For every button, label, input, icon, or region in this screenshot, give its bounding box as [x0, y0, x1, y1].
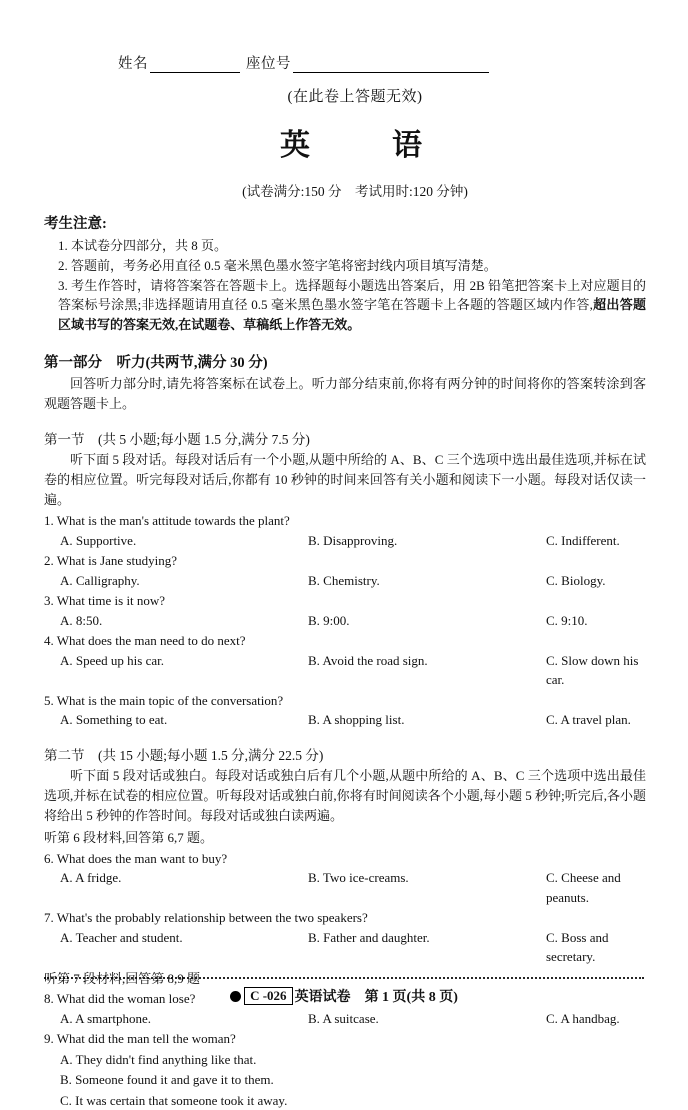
option-b[interactable]: B. Avoid the road sign.: [308, 652, 428, 668]
question-options: [44, 571, 646, 591]
brand-dot-icon: [230, 991, 241, 1002]
section-1-intro: 听下面 5 段对话。每段对话后有一个小题,从题中所给的 A、B、C 三个选项中选出最佳选项,并标在试卷的相应位置。听完每段对话后,你都有 10 秒钟的时间来回答有关小题和阅读下一小题。每段对话仅读一遍。: [44, 452, 646, 508]
option-a[interactable]: A. Calligraphy.: [60, 572, 140, 588]
option-c[interactable]: C. It was certain that someone took it away.: [60, 1092, 288, 1108]
question-stem: 7. What's the probably relationship between the two speakers?: [44, 910, 368, 926]
option-a[interactable]: A. Something to eat.: [60, 712, 168, 728]
answer-notice: (在此卷上答题无效): [287, 89, 423, 105]
option-a[interactable]: A. Teacher and student.: [60, 929, 183, 945]
note-item: [44, 276, 646, 335]
exam-page: [0, 52, 688, 1108]
question-stem: 2. What is Jane studying?: [44, 553, 177, 569]
page-footer: [0, 986, 688, 1006]
name-blank[interactable]: [150, 59, 240, 73]
option-a[interactable]: A. A smartphone.: [60, 1010, 151, 1026]
question-stem: 3. What time is it now?: [44, 593, 166, 609]
question-stem: 4. What does the man need to do next?: [44, 633, 246, 649]
option-b[interactable]: B. A suitcase.: [308, 1010, 379, 1026]
question-stem: 1. What is the man's attitude towards the plant?: [44, 513, 290, 529]
note-item-text: 3. 考生作答时，请将答案答在答题卡上。选择题每小题选出答案后，用 2B 铅笔把答案卡上对应题目的答案标号涂黑;非选择题请用直径 0.5 毫米黑色墨水签字笔在答题卡上各题的答题区域内作答,: [58, 277, 646, 313]
exam-content: [0, 212, 688, 1110]
note-item-bold-tail: 超出答题区域书写的答案无效,在试题卷、草稿纸上作答无效。: [58, 297, 646, 332]
option-a[interactable]: A. Speed up his car.: [60, 652, 164, 668]
question-options: [44, 651, 646, 690]
seat-blank[interactable]: [293, 59, 489, 73]
notes-title: 考生注意:: [44, 216, 107, 232]
question-options: [44, 611, 646, 631]
student-id-line: [0, 52, 688, 73]
question-stem: 6. What does the man want to buy?: [44, 850, 228, 866]
option-a[interactable]: A. A fridge.: [60, 870, 122, 886]
option-c[interactable]: C. Slow down his car.: [546, 652, 639, 688]
name-label: 姓名: [118, 56, 148, 72]
note-item: 2. 答题前，考务必用直径 0.5 毫米黑色墨水签字笔将密封线内项目填写清楚。: [58, 257, 497, 273]
exam-meta: (试卷满分:150 分 考试用时:120 分钟): [242, 184, 468, 199]
seat-label: 座位号: [246, 56, 291, 72]
question-options: [44, 531, 646, 551]
question-stem: 8. What did the woman lose?: [44, 991, 196, 1007]
part-1-intro: 回答听力部分时,请先将答案标在试卷上。听力部分结束前,你将有两分钟的时间将你的答案转涂到客观题答题卡上。: [44, 375, 646, 411]
notes-list: [44, 236, 646, 335]
question-stem: 9. What did the man tell the woman?: [44, 1031, 236, 1047]
option-a[interactable]: A. Supportive.: [60, 532, 137, 548]
option-b[interactable]: B. Disapproving.: [308, 532, 398, 548]
part-1-title: 第一部分 听力(共两节,满分 30 分): [44, 354, 268, 371]
option-c[interactable]: C. A handbag.: [546, 1010, 620, 1026]
material-7-label: 听第 7 段材料,回答第 8,9 题: [44, 970, 201, 986]
option-a[interactable]: A. They didn't find anything like that.: [60, 1051, 257, 1067]
question-options: [44, 928, 646, 967]
option-b[interactable]: B. Chemistry.: [308, 572, 380, 588]
section-1-label: 第一节 (共 5 小题;每小题 1.5 分,满分 7.5 分): [44, 432, 310, 448]
option-c[interactable]: C. 9:10.: [546, 612, 588, 628]
note-item: 1. 本试卷分四部分，共 8 页。: [58, 238, 228, 253]
option-b[interactable]: B. Father and daughter.: [308, 929, 430, 945]
option-b[interactable]: B. Someone found it and gave it to them.: [60, 1072, 274, 1088]
option-b[interactable]: B. A shopping list.: [308, 712, 405, 728]
footer-divider: [44, 977, 644, 979]
option-c[interactable]: C. Indifferent.: [546, 532, 620, 548]
section-2-label: 第二节 (共 15 小题;每小题 1.5 分,满分 22.5 分): [44, 747, 324, 763]
paper-code: C -026: [244, 987, 292, 1005]
page-title: 英 语: [280, 129, 448, 162]
question-options: [44, 710, 646, 730]
question-stem: 5. What is the main topic of the conversation?: [44, 692, 284, 708]
question-options: [44, 868, 646, 907]
option-b[interactable]: B. Two ice-creams.: [308, 870, 409, 886]
question-options: [44, 1009, 646, 1029]
option-c[interactable]: C. Biology.: [546, 572, 606, 588]
option-b[interactable]: B. 9:00.: [308, 612, 350, 628]
option-c[interactable]: C. Cheese and peanuts.: [546, 870, 621, 905]
material-6-label: 听第 6 段材料,回答第 6,7 题。: [44, 830, 214, 846]
option-c[interactable]: C. A travel plan.: [546, 712, 631, 728]
page-number: 第 1 页(共 8 页): [364, 990, 458, 1005]
option-c[interactable]: C. Boss and secretary.: [546, 929, 609, 965]
paper-title: 英语试卷: [294, 990, 351, 1005]
section-2-intro: 听下面 5 段对话或独白。每段对话或独白后有几个小题,从题中所给的 A、B、C 三个选项中选出最佳选项,并标在试卷的相应位置。听每段对话或独白前,你将有时间阅读各个小题,每小题 5 秒钟;听完后,各小题将给出 5 秒钟的作答时间。每段对话或独白读两遍。: [44, 767, 646, 824]
option-a[interactable]: A. 8:50.: [60, 612, 103, 628]
